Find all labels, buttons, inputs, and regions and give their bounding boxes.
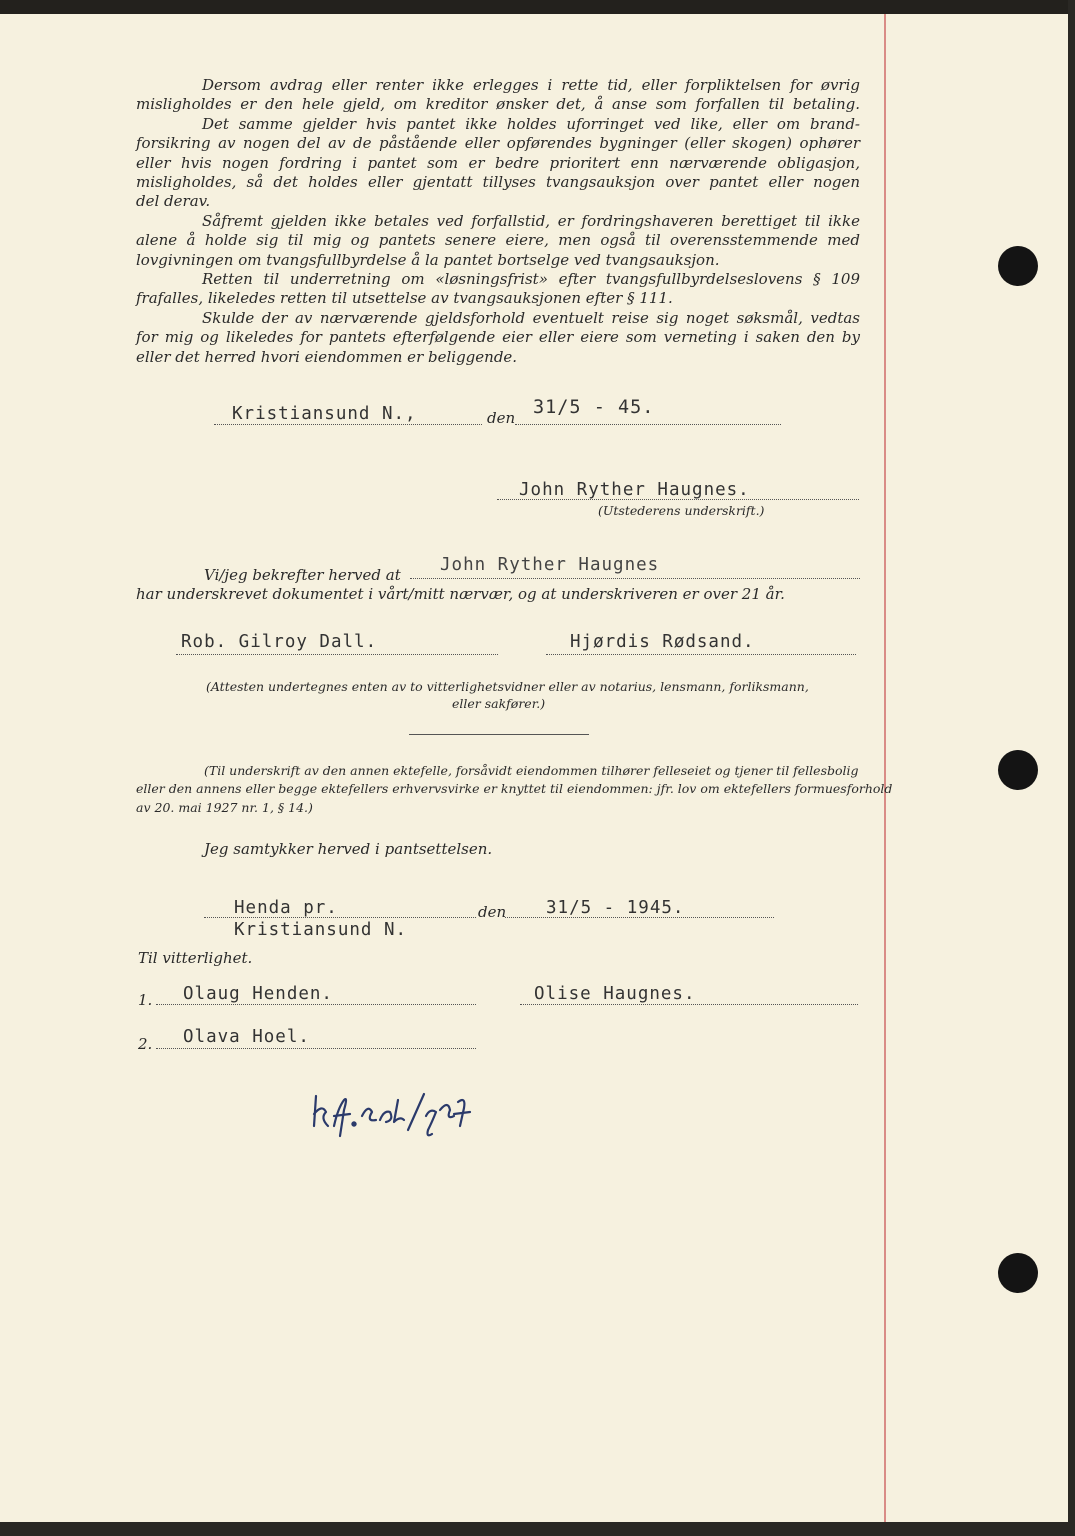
terms-line: Det samme gjelder hvis pantet ikke holdes uforringet ved like, eller om brand- (202, 114, 860, 133)
scan-right-edge (1068, 0, 1075, 1536)
terms-text (136, 76, 860, 367)
consent-witness-1-line (156, 1004, 476, 1005)
witness-first: Rob. Gilroy Dall. (181, 632, 378, 652)
consent-witness-2: Olava Hoel. (183, 1027, 310, 1047)
terms-line: forsikring av nogen del av de påstående eller opførendes bygninger (eller skogen) ophører (136, 134, 860, 153)
confirmation-prefix: Vi/jeg bekrefter herved at (204, 566, 401, 584)
witness-2-line (546, 654, 856, 655)
consent-place-1: Henda pr. (234, 898, 338, 918)
spouse-signature-line (520, 1004, 858, 1005)
terms-line: eller det herred hvori eiendommen er beliggende. (136, 347, 518, 366)
confirmation-name: John Ryther Haugnes (440, 555, 660, 575)
terms-line: frafalles, likeledes retten til utsettelse av tvangsauksjonen efter § 111. (136, 289, 673, 308)
spouse-note-line-2: eller den annens eller begge ektefellers erhvervsvirke er knyttet til eiendommen: jfr. lov om ektefellers formuesforhold (136, 781, 893, 796)
consent-witness-1-number: 1. (138, 991, 153, 1009)
terms-line: for mig og likeledes for pantets efterfølgende eier eller eiere som verneting i saken den by (136, 328, 860, 347)
consent-witness-1: Olaug Henden. (183, 984, 333, 1004)
terms-line: eller hvis nogen fordring i pantet som er bedre prioritert enn nærværende obligasjon, (136, 153, 860, 172)
punch-hole (998, 1253, 1038, 1293)
confirmation-line-2: har underskrevet dokumentet i vårt/mitt nærvær, og at underskriveren er over 21 år. (136, 585, 785, 603)
punch-hole (998, 750, 1038, 790)
terms-line: misligholdes, så det holdes eller gjentatt tillyses tvangsauksjon over pantet eller nogen (136, 173, 860, 192)
witness-second: Hjørdis Rødsand. (570, 632, 755, 652)
witness-1-line (176, 654, 498, 655)
issuer-signature-caption: (Utstederens underskrift.) (598, 503, 765, 518)
consent-witness-2-number: 2. (138, 1035, 153, 1053)
margin-line (884, 14, 886, 1522)
date-dotted-line (515, 424, 781, 425)
consent-place-2: Kristiansund N. (234, 920, 408, 940)
scan-top-edge (0, 0, 1075, 14)
terms-line: misligholdes er den hele gjeld, om kreditor ønsker det, å anse som forfallen til betaling. (136, 95, 860, 114)
terms-line: alene å holde sig til mig og pantets senere eiere, men også til overensstemmende med (136, 231, 860, 250)
spouse-note-line-1: (Til underskrift av den annen ektefelle, forsåvidt eiendommen tilhører felleseiet og tjener til fellesbolig (204, 763, 859, 778)
place-dotted-line (214, 424, 482, 425)
issuer-signature: John Ryther Haugnes. (519, 480, 750, 500)
handwritten-annotation (310, 1086, 480, 1146)
consent-text: Jeg samtykker herved i pantsettelsen. (204, 840, 493, 858)
consent-date: 31/5 - 1945. (546, 898, 685, 918)
consent-den-label: den (478, 903, 507, 921)
terms-line: Såfremt gjelden ikke betales ved forfallstid, er fordringshaveren berettiget til ikke (202, 211, 860, 230)
consent-witness-2-line (156, 1048, 476, 1049)
terms-line: lovgivningen om tvangsfullbyrdelse å la pantet bortselge ved tvangsauksjon. (136, 250, 720, 269)
scan-bottom-edge (0, 1522, 1075, 1536)
terms-line: del derav. (136, 192, 211, 211)
confirmation-dotted-line (410, 578, 860, 579)
attest-note-line-1: (Attesten undertegnes enten av to vitterlighetsvidner eller av notarius, lensmann, forliksmann, (206, 679, 809, 694)
spouse-signature: Olise Haugnes. (534, 984, 696, 1004)
separator-rule (409, 734, 589, 735)
terms-line: Retten til underretning om «løsningsfrist» efter tvangsfullbyrdelseslovens § 109 (202, 270, 860, 289)
terms-line: Dersom avdrag eller renter ikke erlegges i rette tid, eller forpliktelsen for øvrig (202, 76, 860, 94)
punch-hole (998, 246, 1038, 286)
issue-place: Kristiansund N., (232, 404, 417, 424)
issue-den-label: den (487, 409, 516, 427)
witness-heading: Til vitterlighet. (138, 949, 253, 967)
spouse-note-line-3: av 20. mai 1927 nr. 1, § 14.) (136, 800, 313, 815)
issue-date: 31/5 - 45. (533, 397, 655, 418)
attest-note-line-2: eller sakfører.) (452, 696, 546, 711)
terms-line: Skulde der av nærværende gjeldsforhold eventuelt reise sig noget søksmål, vedtas (202, 308, 860, 327)
